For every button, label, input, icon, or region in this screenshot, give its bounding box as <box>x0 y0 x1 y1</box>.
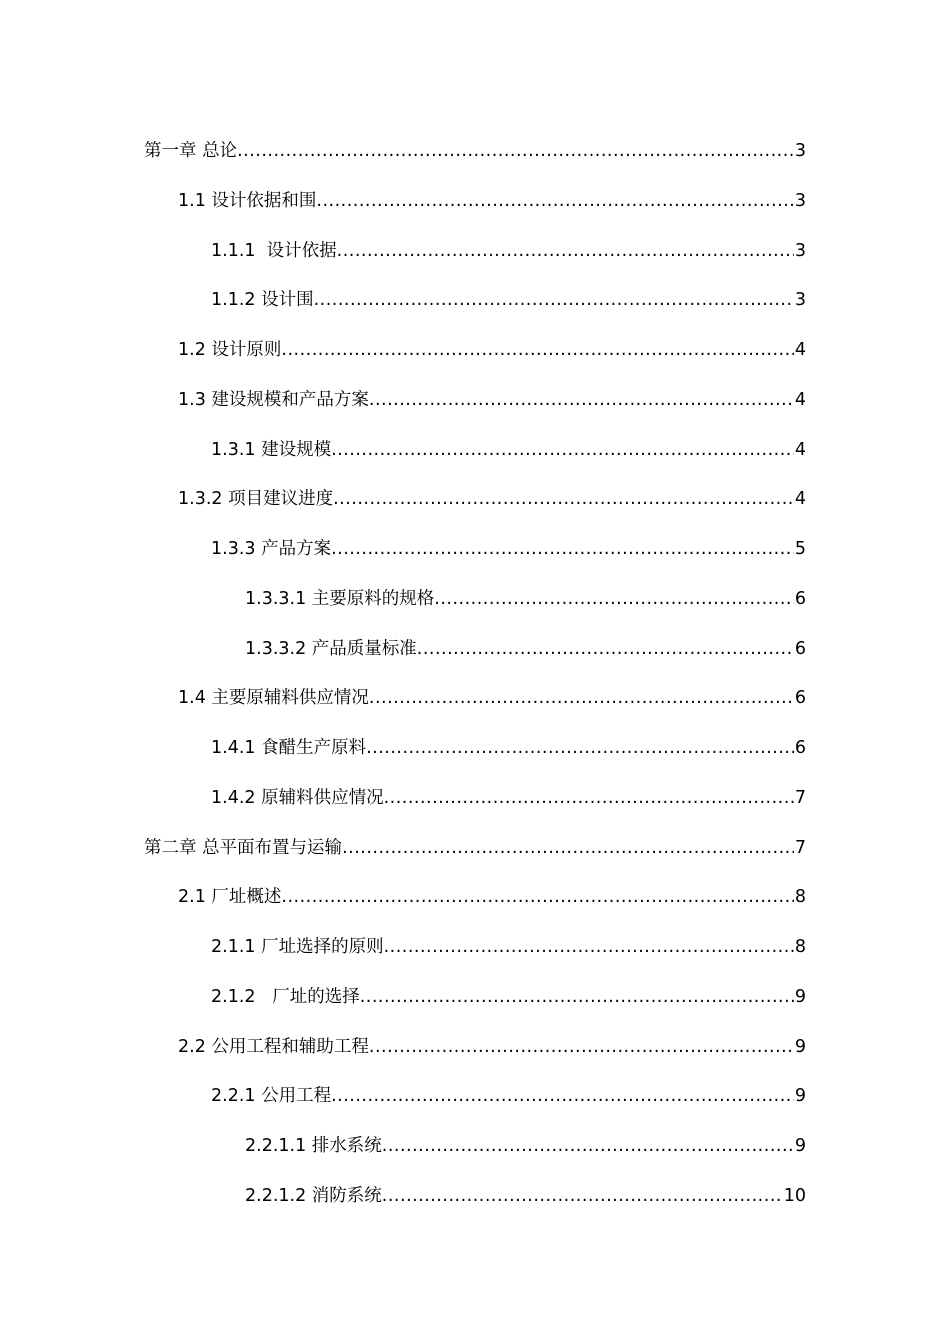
toc-entry-title: 第一章 总论 <box>144 141 238 161</box>
toc-dot-leader <box>382 1181 783 1211</box>
toc-entry-line[interactable] <box>211 982 806 1012</box>
toc-entry-title: 1.4.2 原辅料供应情况 <box>211 787 384 808</box>
toc-entry-line[interactable] <box>245 584 806 614</box>
toc-entry-line[interactable] <box>211 783 806 813</box>
toc-entry-line[interactable] <box>178 683 806 713</box>
toc-entry[interactable] <box>0 634 950 684</box>
toc-entry[interactable] <box>0 534 950 584</box>
toc-entry[interactable] <box>0 683 950 733</box>
toc-entry-line[interactable] <box>178 882 806 912</box>
toc-entry-line[interactable] <box>211 435 806 465</box>
toc-page-number: 8 <box>794 937 806 957</box>
toc-dot-leader <box>366 733 794 763</box>
toc-entry-line[interactable] <box>211 236 806 266</box>
toc-entry-title: 1.3.3.1 主要原料的规格 <box>245 588 435 609</box>
toc-dot-leader <box>281 882 793 912</box>
toc-entry-line[interactable] <box>211 285 806 315</box>
toc-entry[interactable] <box>0 584 950 634</box>
toc-entry-title: 2.2 公用工程和辅助工程 <box>178 1036 369 1057</box>
toc-page-number: 4 <box>794 489 806 510</box>
toc-page-number: 10 <box>783 1185 806 1206</box>
toc-entry-title: 2.1.1 厂址选择的原则 <box>211 937 384 957</box>
toc-page-number: 3 <box>794 141 806 161</box>
toc-page-number: 8 <box>794 887 806 908</box>
toc-dot-leader <box>369 683 794 713</box>
toc-entry-line[interactable] <box>178 484 806 514</box>
toc-entry[interactable] <box>0 733 950 783</box>
toc-page-number: 6 <box>794 588 806 609</box>
toc-page-number: 9 <box>794 1036 806 1057</box>
toc-entry-line[interactable] <box>144 136 806 166</box>
toc-entry-title: 1.2 设计原则 <box>178 340 282 360</box>
toc-dot-leader <box>237 136 794 166</box>
toc-page-number: 4 <box>794 439 806 460</box>
toc-dot-leader <box>384 932 794 962</box>
toc-dot-leader <box>384 783 794 813</box>
toc-dot-leader <box>331 534 794 564</box>
toc-dot-leader <box>331 1081 794 1111</box>
toc-entry-title: 1.3.2 项目建议进度 <box>178 489 334 510</box>
toc-entry-line[interactable] <box>211 932 806 962</box>
toc-dot-leader <box>342 833 794 863</box>
toc-entry-title: 1.3.3 产品方案 <box>211 539 332 559</box>
toc-entry-title: 第二章 总平面布置与运输 <box>144 837 343 858</box>
toc-page-number: 6 <box>794 738 806 758</box>
toc-entry[interactable] <box>0 982 950 1032</box>
toc-page-number: 3 <box>794 290 806 311</box>
toc-entry-title: 2.1 厂址概述 <box>178 887 282 908</box>
toc-page-number: 9 <box>794 1136 806 1156</box>
toc-entry-line[interactable] <box>211 534 806 564</box>
toc-entry-title: 2.2.1 公用工程 <box>211 1086 332 1107</box>
toc-dot-leader <box>369 385 794 415</box>
toc-entry-title: 1.3 建设规模和产品方案 <box>178 389 369 410</box>
toc-dot-leader <box>382 1131 794 1161</box>
toc-dot-leader <box>331 435 794 465</box>
toc-entry[interactable] <box>0 932 950 982</box>
toc-entry[interactable] <box>0 385 950 435</box>
toc-entry[interactable] <box>0 1032 950 1082</box>
toc-entry[interactable] <box>0 186 950 236</box>
toc-dot-leader <box>281 335 793 365</box>
toc-entry[interactable] <box>0 882 950 932</box>
toc-entry[interactable] <box>0 136 950 186</box>
toc-entry-title: 1.4.1 食醋生产原料 <box>211 738 367 758</box>
toc-entry-line[interactable] <box>245 1181 806 1211</box>
toc-dot-leader <box>417 634 794 664</box>
toc-page-number: 6 <box>794 688 806 709</box>
toc-entry[interactable] <box>0 285 950 335</box>
toc-page-number: 5 <box>794 539 806 559</box>
toc-dot-leader <box>369 1032 794 1062</box>
toc-page-number: 9 <box>794 1086 806 1107</box>
toc-page-number: 4 <box>794 340 806 360</box>
toc-page-number: 7 <box>794 787 806 808</box>
toc-entry-line[interactable] <box>245 1131 806 1161</box>
toc-entry-line[interactable] <box>178 186 806 216</box>
toc-entry[interactable] <box>0 783 950 833</box>
toc-page-number: 3 <box>794 240 806 261</box>
toc-page-number: 6 <box>794 638 806 659</box>
toc-entry-title: 1.1.2 设计围 <box>211 290 314 311</box>
toc-dot-leader <box>360 982 794 1012</box>
table-of-contents <box>0 136 950 1231</box>
toc-entry-title: 2.2.1.1 排水系统 <box>245 1136 382 1156</box>
toc-entry-title: 1.4 主要原辅料供应情况 <box>178 688 369 709</box>
toc-entry-line[interactable] <box>144 833 806 863</box>
toc-entry-title: 1.3.1 建设规模 <box>211 439 332 460</box>
toc-entry-line[interactable] <box>178 1032 806 1062</box>
toc-entry-title: 1.1.1 设计依据 <box>211 240 337 261</box>
toc-entry[interactable] <box>0 236 950 286</box>
toc-entry[interactable] <box>0 833 950 883</box>
toc-dot-leader <box>333 484 794 514</box>
toc-entry-line[interactable] <box>178 335 806 365</box>
toc-entry-title: 2.2.1.2 消防系统 <box>245 1185 382 1206</box>
toc-entry-title: 1.1 设计依据和围 <box>178 190 317 211</box>
toc-dot-leader <box>314 285 794 315</box>
toc-entry[interactable] <box>0 484 950 534</box>
toc-page-number: 9 <box>794 986 806 1007</box>
toc-entry-title: 1.3.3.2 产品质量标准 <box>245 638 417 659</box>
toc-entry[interactable] <box>0 1081 950 1131</box>
toc-entry[interactable] <box>0 1131 950 1181</box>
toc-entry-line[interactable] <box>211 733 806 763</box>
toc-page-number: 7 <box>794 837 806 858</box>
toc-dot-leader <box>316 186 793 216</box>
toc-entry-line[interactable] <box>211 1081 806 1111</box>
toc-page-number: 3 <box>794 190 806 211</box>
toc-dot-leader <box>337 236 794 266</box>
toc-dot-leader <box>434 584 794 614</box>
toc-entry[interactable] <box>0 1181 950 1231</box>
toc-entry[interactable] <box>0 335 950 385</box>
toc-entry-line[interactable] <box>178 385 806 415</box>
toc-page-number: 4 <box>794 389 806 410</box>
toc-entry[interactable] <box>0 435 950 485</box>
toc-entry-line[interactable] <box>245 634 806 664</box>
toc-entry-title: 2.1.2 厂址的选择 <box>211 986 360 1007</box>
